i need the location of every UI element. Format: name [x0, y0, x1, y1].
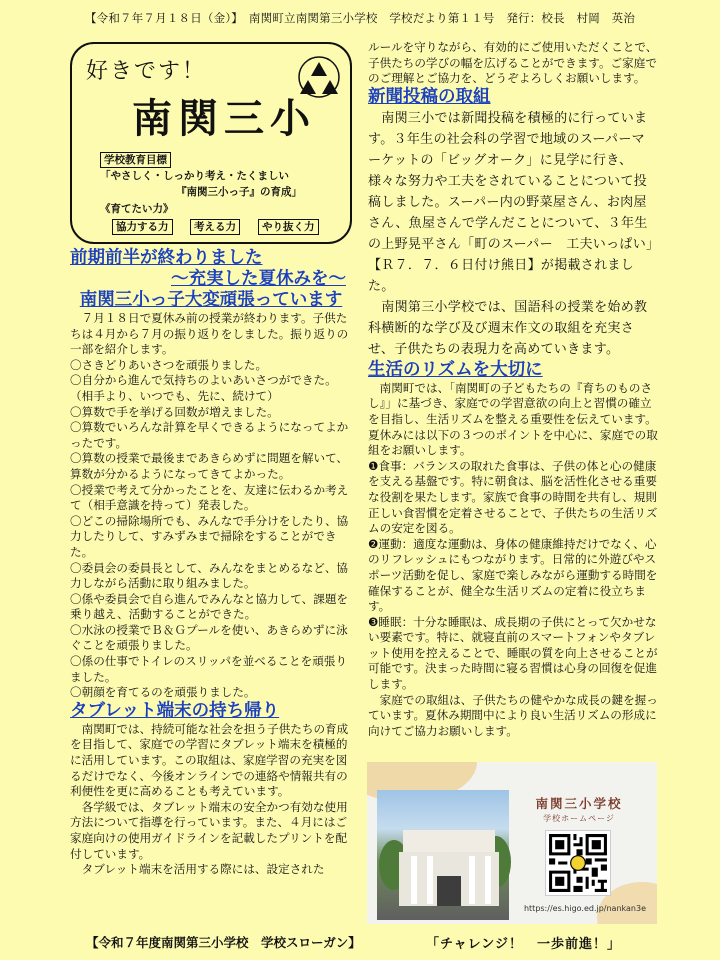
article-paragraph: 南関三小では新聞投稿を積極的に行っています。３年生の社会科の学習で地域のスーパーマーケットの「ビッグオーク」に見学に行き、様々な努力や工夫をされていることについて投稿しました。スーパー内の野菜屋さん、お肉屋さん、魚屋さんで学んだことについて、３年生の上野晃平さん「町のスーパー 工夫いっぱい」【Ｒ７．７．６日付け熊日】が掲載されました。	[368, 110, 653, 294]
goal-line-2: 『南関三小っ子』の育成」	[176, 186, 302, 198]
left-column	[70, 248, 352, 878]
reflection-item: 〇どこの掃除場所でも、みんなで手分けをしたり、協力したりして、すみずみまで掃除をすることができた。	[70, 513, 349, 559]
heading-first-term-sub: ～充実した夏休みを～	[171, 269, 346, 289]
heading-life-rhythm: 生活のリズムを大切に	[368, 359, 543, 380]
article-paragraph: 各学級では、タブレット端末の安全かつ有効な使用方法について指導を行っています。また、４月にはご家庭向けの使用ガイドラインを記載したプリントを配付しています。	[70, 799, 348, 861]
reflection-item: 〇委員会の委員長として、みんなをまとめるなど、協力しながら活動に取り組みました。	[70, 560, 349, 591]
building-column	[469, 856, 475, 904]
school-name-title: 南関三小	[132, 95, 316, 142]
reflection-item: 〇係の仕事でトイレのスリッパを並べることを頑張りました。	[70, 654, 347, 684]
reflection-item: 〇さきどりあいさつを頑張りました。	[70, 357, 268, 372]
homepage-school-name: 南関三小学校	[535, 796, 623, 811]
reflection-item: 〇算数でいろんな計算を早くできるようになってよかったです。	[70, 420, 349, 450]
reflection-item: 〇係や委員会で自ら進んでみんなと協力して、課題を乗り越え、活動することができた。	[70, 591, 349, 622]
heading-first-term-sub2: 南関三小っ子大変頑張っています	[79, 290, 343, 310]
article-paragraph: ❷運動：適度な運動は、身体の健康維持だけでなく、心のリフレッシュにもつながります。日常的に外遊びやスポーツ活動を促し、家庭で楽しみながら運動する時間を確保することが、健全な生活リズムの定着に役立ちます。	[368, 536, 658, 614]
school-emblem-icon	[296, 54, 342, 100]
ability-think: 考える力	[190, 219, 240, 235]
heading-tablet: タブレット端末の持ち帰り	[70, 700, 280, 721]
homepage-url[interactable]: https://es.higo.ed.jp/nankan3e	[523, 904, 647, 913]
heading-newspaper: 新聞投稿の取組	[368, 86, 491, 107]
ability-persist: やり抜く力	[258, 219, 319, 235]
reflection-item: 〇朝顔を育てるのを頑張りました。	[70, 685, 256, 700]
building-column	[411, 856, 417, 904]
article-paragraph: 南関第三小学校では、国語科の授業を始め教科横断的な学び及び週末作文の取組を充実させ、子供たちの表現力を高めていきます。	[368, 299, 648, 357]
goal-label: 学校教育目標	[100, 152, 171, 168]
newsletter-header: 【令和７年７月１８日（金）】 南関町立南関第三小学校 学校だより第１１号 発行：校長 村岡 英治	[84, 11, 636, 25]
building-roof	[403, 830, 495, 852]
right-column	[368, 40, 658, 739]
building-door	[437, 876, 461, 906]
article-paragraph: 南関町では、「南関町の子どもたちの『育ちのものさし』」に基づき、家庭での学習意欲の向上と習慣の確立を目指し、生活リズムを整える重要性を伝えています。夏休みには以下の３つのポイントを中心に、家庭での取組をお願いします。	[368, 380, 658, 458]
school-building-photo	[377, 790, 509, 920]
heading-first-term: 前期前半が終わりました	[70, 248, 263, 268]
article-paragraph: ❸睡眠：十分な睡眠は、成長期の子供にとって欠かせない要素です。特に、就寝直前のスマートフォンやタブレット使用を控えることで、睡眠の質を向上させることが可能です。決まった時間に寝る習慣は心身の回復を促進します。	[368, 614, 658, 692]
reflection-item: 〇算数で手を挙げる回数が増えました。	[70, 404, 279, 419]
goal-line-1: 「やさしく・しっかり考え・たくましい	[100, 170, 289, 182]
reflection-item: 〇自分から進んで気持ちのよいあいさつができた。（相手より、いつでも、先に、続けて）	[70, 373, 337, 403]
qr-code-icon[interactable]	[545, 830, 611, 896]
article-paragraph: ７月１８日で夏休み前の授業が終わります。子供たちは４月から７月の振り返りをしました。振り返りの一部を紹介します。	[70, 311, 349, 357]
reflection-item: 〇授業で考えて分かったことを、友達に伝わるか考えて（相手意識を持って）発表した。	[70, 482, 349, 513]
article-paragraph: タブレット端末を活用する際には、設定された	[70, 862, 325, 877]
article-paragraph: 南関町では、持続可能な社会を担う子供たちの育成を目指して、家庭での学習にタブレット端末を積極的に活用しています。この取組は、家庭学習の充実を図るだけでなく、今後オンラインでの連絡や情報共有の利便性を更に高めることも考えています。	[70, 721, 349, 799]
article-paragraph: ❶食事：バランスの取れた食事は、子供の体と心の健康を支える基盤です。特に朝食は、脳を活性化させる重要な役割を果たします。家族で食事の時間を共有し、規則正しい食習慣を定着させることで、子供たちの生活リズムの安定を図る。	[368, 458, 658, 536]
building-column	[427, 856, 433, 904]
footer-slogan-label: 【令和７年度南関第三小学校 学校スローガン】	[86, 935, 361, 950]
reflection-item: 〇水泳の授業でＢ＆Ｇプールを使い、あきらめずに泳ぐことを頑張りました。	[70, 622, 348, 653]
footer-slogan: 「チャレンジ！ 一歩前進！」	[426, 937, 621, 952]
homepage-subtitle: 学校ホームページ	[543, 814, 615, 823]
building-column	[485, 856, 491, 904]
article-paragraph: ルールを守りながら、有効的にご使用いただくことで、子供たちの学びの幅を広げることができます。ご家庭でのご理解とご協力を、どうぞよろしくお願いします。	[368, 40, 658, 86]
reflection-item: 〇算数の授業で最後まであきらめずに問題を解いて、算数が分かるようになってきてよかった。	[70, 451, 349, 481]
title-box	[70, 42, 352, 244]
article-paragraph: 家庭での取組は、子供たちの健やかな成長の鍵を握っています。夏休み期間中により良い生活リズムの形成に向けてご協力お願いします。	[368, 692, 658, 738]
want-label: 《育てたい力》	[100, 203, 174, 215]
school-homepage-card	[367, 762, 657, 924]
title-suki: 好きです！	[86, 59, 207, 84]
ability-cooperate: 協力する力	[112, 219, 173, 235]
